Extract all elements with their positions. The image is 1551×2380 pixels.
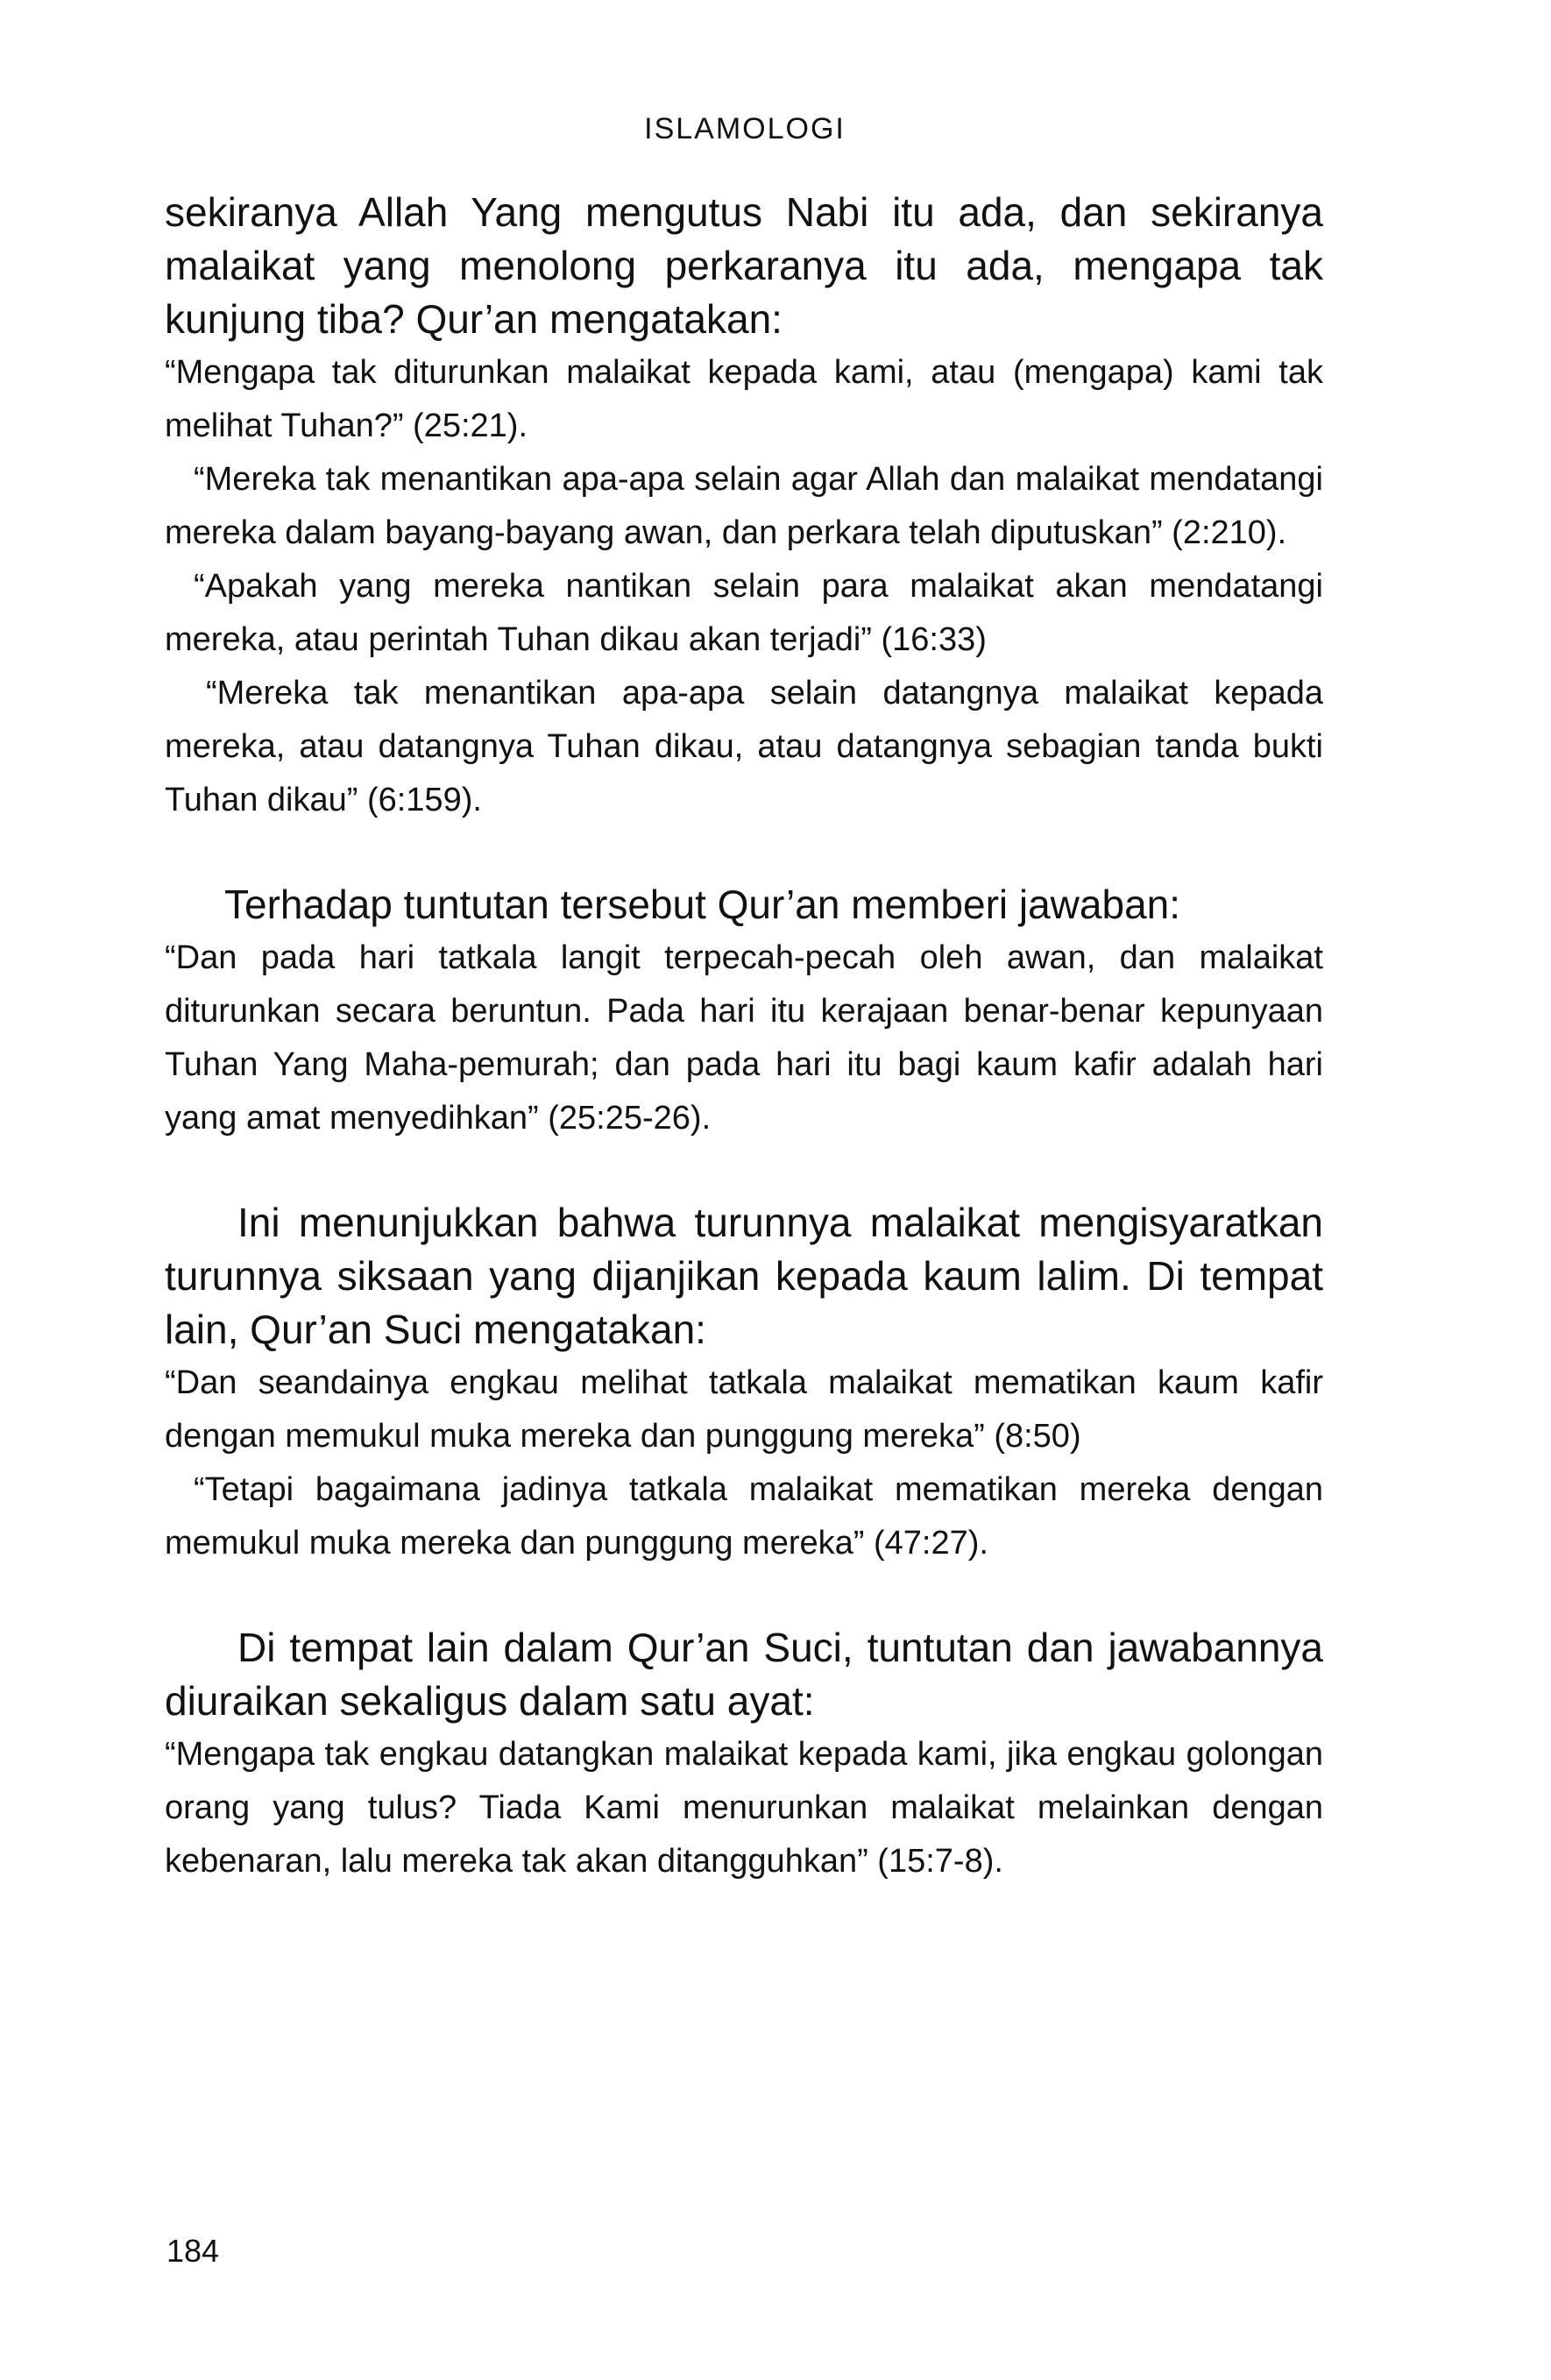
quote-25-25-26: “Dan pada hari tatkala langit terpecah-pecah oleh awan, dan malaikat diturunkan secara beruntun. Pada hari itu kerajaan benar-benar kepunyaan Tuhan Yang Maha-pemurah; dan pada hari itu bagi kaum kafir adalah hari yang amat menyedihkan” (25:25-26).	[165, 939, 1323, 1137]
body-paragraph-2: Terhadap tuntutan tersebut Qur’an memberi jawaban:	[224, 882, 1181, 927]
running-header: ISLAMOLOGI	[644, 112, 846, 145]
quote-47-27: “Tetapi bagaimana jadinya tatkala malaikat mematikan mereka dengan memukul muka mereka dan punggung mereka” (47:27).	[165, 1471, 1323, 1562]
quote-15-7-8: “Mengapa tak engkau datangkan malaikat kepada kami, jika engkau golongan orang yang tulus? Tiada Kami menurunkan malaikat melainkan dengan kebenaran, lalu mereka tak akan ditangguhkan” (15:7-8).	[165, 1736, 1323, 1880]
page-number: 184	[166, 2233, 220, 2269]
body-paragraph-3: Ini menunjukkan bahwa turunnya malaikat mengisyaratkan turunnya siksaan yang dijanjikan kepada kaum lalim. Di tempat lain, Qur’an Suci mengatakan:	[165, 1200, 1323, 1352]
body-paragraph-4: Di tempat lain dalam Qur’an Suci, tuntutan dan jawabannya diuraikan sekaligus dalam satu ayat:	[165, 1625, 1323, 1724]
body-paragraph-1: sekiranya Allah Yang mengutus Nabi itu ada, dan sekiranya malaikat yang menolong perkaranya itu ada, mengapa tak kunjung tiba? Qur’an mengatakan:	[165, 189, 1323, 342]
page-body	[165, 186, 1323, 1888]
quote-16-33: “Apakah yang mereka nantikan selain para malaikat akan mendatangi mereka, atau perintah Tuhan dikau akan terjadi” (16:33)	[165, 568, 1323, 658]
quote-6-159: “Mereka tak menantikan apa-apa selain datangnya malaikat kepada mereka, atau datangnya Tuhan dikau, atau datangnya sebagian tanda bukti Tuhan dikau” (6:159).	[165, 675, 1323, 818]
quote-2-210: “Mereka tak menantikan apa-apa selain agar Allah dan malaikat mendatangi mereka dalam bayang-bayang awan, dan perkara telah diputuskan” (2:210).	[165, 461, 1323, 551]
quote-8-50: “Dan seandainya engkau melihat tatkala malaikat mematikan kaum kafir dengan memukul muka mereka dan punggung mereka” (8:50)	[165, 1364, 1323, 1455]
quote-25-21: “Mengapa tak diturunkan malaikat kepada kami, atau (mengapa) kami tak melihat Tuhan?” (25:21).	[165, 354, 1323, 444]
